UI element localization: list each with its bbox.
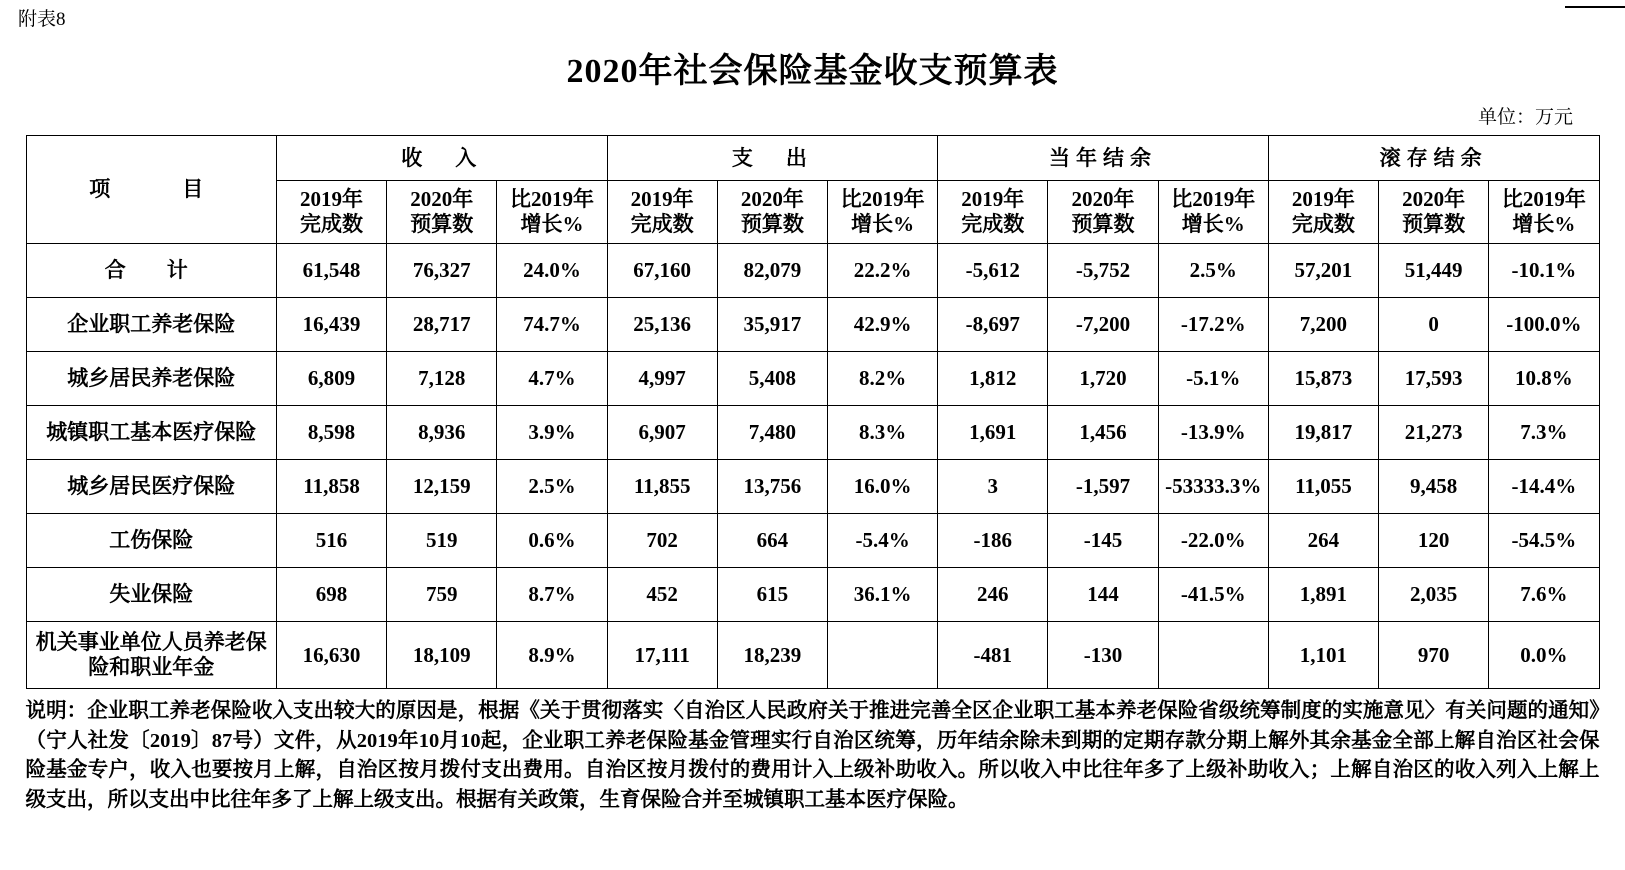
cell: 452 (607, 568, 717, 622)
cell: -5.1% (1158, 352, 1268, 406)
table-row (26, 352, 1599, 406)
subheader-10-line1: 2020年 (1402, 187, 1466, 212)
cell: 11,055 (1268, 460, 1378, 514)
cell: 28,717 (387, 298, 497, 352)
cell: 3.9% (497, 406, 607, 460)
group-header-expenditure: 支 出 (607, 136, 938, 181)
cell: 8.7% (497, 568, 607, 622)
group-header-current-balance: 当年结余 (938, 136, 1269, 181)
subheader-0-line1: 2019年 (300, 187, 364, 212)
cell: 0 (1379, 298, 1489, 352)
cell: -186 (938, 514, 1048, 568)
table-row (26, 622, 1599, 689)
subheader-6-line2: 完成数 (961, 212, 1025, 236)
cell: 7.3% (1489, 406, 1599, 460)
row-label: 城乡居民养老保险 (26, 352, 276, 406)
cell: 970 (1379, 622, 1489, 689)
cell: 4,997 (607, 352, 717, 406)
cell: 519 (387, 514, 497, 568)
subheader-8 (1158, 181, 1268, 244)
cell: 57,201 (1268, 244, 1378, 298)
cell: -13.9% (1158, 406, 1268, 460)
subheader-7-line2: 预算数 (1071, 212, 1135, 236)
cell: 35,917 (717, 298, 827, 352)
cell: 19,817 (1268, 406, 1378, 460)
subheader-5-line1: 比2019年 (840, 187, 925, 212)
table-row (26, 514, 1599, 568)
cell: 759 (387, 568, 497, 622)
cell: -1,597 (1048, 460, 1158, 514)
cell: 2.5% (497, 460, 607, 514)
cell: -5,612 (938, 244, 1048, 298)
subheader-5 (827, 181, 937, 244)
cell: 18,109 (387, 622, 497, 689)
cell: 615 (717, 568, 827, 622)
subheader-4 (717, 181, 827, 244)
cell: 17,111 (607, 622, 717, 689)
column-header-item: 项 目 (26, 136, 276, 244)
table-row (26, 244, 1599, 298)
cell: 4.7% (497, 352, 607, 406)
cell: -17.2% (1158, 298, 1268, 352)
cell: 12,159 (387, 460, 497, 514)
cell: 702 (607, 514, 717, 568)
table-row (26, 406, 1599, 460)
cell: 8.9% (497, 622, 607, 689)
cell: 7,200 (1268, 298, 1378, 352)
subheader-9-line2: 完成数 (1291, 212, 1355, 236)
cell: 16,439 (276, 298, 386, 352)
subheader-10-line2: 预算数 (1402, 212, 1466, 236)
cell: -145 (1048, 514, 1158, 568)
cell: 664 (717, 514, 827, 568)
subheader-9 (1268, 181, 1378, 244)
cell: -8,697 (938, 298, 1048, 352)
group-header-row (26, 136, 1599, 181)
cell: 11,855 (607, 460, 717, 514)
cell: 74.7% (497, 298, 607, 352)
cell: 3 (938, 460, 1048, 514)
subheader-2 (497, 181, 607, 244)
cell: 82,079 (717, 244, 827, 298)
row-label: 城镇职工基本医疗保险 (26, 406, 276, 460)
cell: 1,101 (1268, 622, 1378, 689)
cell: 1,691 (938, 406, 1048, 460)
cell: -22.0% (1158, 514, 1268, 568)
cell: 1,891 (1268, 568, 1378, 622)
cell: 698 (276, 568, 386, 622)
subheader-2-line2: 增长% (520, 212, 584, 236)
cell: 11,858 (276, 460, 386, 514)
subheader-4-line2: 预算数 (740, 212, 804, 236)
subheader-8-line1: 比2019年 (1171, 187, 1256, 212)
subheader-2-line1: 比2019年 (509, 187, 594, 212)
table-row (26, 460, 1599, 514)
cell (1158, 622, 1268, 689)
cell: -130 (1048, 622, 1158, 689)
subheader-1-line2: 预算数 (410, 212, 474, 236)
cell: 1,720 (1048, 352, 1158, 406)
cell: 25,136 (607, 298, 717, 352)
subheader-11-line1: 比2019年 (1501, 187, 1586, 212)
cell: 8.2% (827, 352, 937, 406)
attachment-label: 附表8 (18, 9, 66, 30)
cell: 1,456 (1048, 406, 1158, 460)
cell: 120 (1379, 514, 1489, 568)
cell: 15,873 (1268, 352, 1378, 406)
row-label: 合 计 (26, 244, 276, 298)
cell: 51,449 (1379, 244, 1489, 298)
subheader-9-line1: 2019年 (1291, 187, 1355, 212)
cell: -7,200 (1048, 298, 1158, 352)
row-label: 企业职工养老保险 (26, 298, 276, 352)
cell: 36.1% (827, 568, 937, 622)
cell: -5.4% (827, 514, 937, 568)
cell: 5,408 (717, 352, 827, 406)
cell: 264 (1268, 514, 1378, 568)
cell: -54.5% (1489, 514, 1599, 568)
cell: 246 (938, 568, 1048, 622)
cell: -14.4% (1489, 460, 1599, 514)
unit-label: 单位：万元 (1477, 107, 1573, 128)
row-label: 工伤保险 (26, 514, 276, 568)
cell: 0.0% (1489, 622, 1599, 689)
row-label: 失业保险 (26, 568, 276, 622)
cell: 10.8% (1489, 352, 1599, 406)
table-body (26, 244, 1599, 689)
subheader-8-line2: 增长% (1181, 212, 1245, 236)
subheader-3 (607, 181, 717, 244)
cell: 144 (1048, 568, 1158, 622)
cell: -10.1% (1489, 244, 1599, 298)
subheader-5-line2: 增长% (851, 212, 915, 236)
cell: 7.6% (1489, 568, 1599, 622)
subheader-0-line2: 完成数 (300, 212, 364, 236)
cell: -41.5% (1158, 568, 1268, 622)
subheader-3-line1: 2019年 (630, 187, 694, 212)
page-title: 2020年社会保险基金收支预算表 (566, 53, 1059, 90)
corner-rule (1565, 6, 1625, 8)
subheader-11-line2: 增长% (1512, 212, 1576, 236)
table-row (26, 298, 1599, 352)
cell: 76,327 (387, 244, 497, 298)
subheader-10 (1379, 181, 1489, 244)
subheader-7-line1: 2020年 (1071, 187, 1135, 212)
cell: -53333.3% (1158, 460, 1268, 514)
cell: 9,458 (1379, 460, 1489, 514)
cell (827, 622, 937, 689)
cell: 2,035 (1379, 568, 1489, 622)
cell: 516 (276, 514, 386, 568)
cell: 18,239 (717, 622, 827, 689)
row-label: 机关事业单位人员养老保险和职业年金 (26, 622, 276, 689)
group-header-cumulative-balance: 滚存结余 (1268, 136, 1599, 181)
cell: 21,273 (1379, 406, 1489, 460)
table-header (26, 136, 1599, 244)
cell: 16.0% (827, 460, 937, 514)
cell: 7,480 (717, 406, 827, 460)
subheader-6-line1: 2019年 (961, 187, 1025, 212)
subheader-1-line1: 2020年 (410, 187, 474, 212)
cell: 16,630 (276, 622, 386, 689)
subheader-0 (276, 181, 386, 244)
row-label: 城乡居民医疗保险 (26, 460, 276, 514)
cell: 42.9% (827, 298, 937, 352)
subheader-11 (1489, 181, 1599, 244)
cell: 7,128 (387, 352, 497, 406)
table-row (26, 568, 1599, 622)
cell: -5,752 (1048, 244, 1158, 298)
cell: 6,907 (607, 406, 717, 460)
subheader-7 (1048, 181, 1158, 244)
cell: 24.0% (497, 244, 607, 298)
footnote: 说明：企业职工养老保险收入支出较大的原因是，根据《关于贯彻落实〈自治区人民政府关于推进完善全区企业职工基本养老保险省级统筹制度的实施意见〉有关问题的通知》（宁人社发〔2019〕87号）文件，从2019年10月10起，企业职工养老保险基金管理实行自治区统筹，历年结余除未到期的定期存款分期上解外其余基金全部上解自治区社会保险基金专户，收入也要按月上解，自治区按月拨付支出费用。自治区按月拨付的费用计入上级补助收入。所以收入中比往年多了上级补助收入；上解自治区的收入列入上解上级支出，所以支出中比往年多了上解上级支出。根据有关政策，生育保险合并至城镇职工基本医疗保险。 (25, 700, 1600, 812)
cell: 22.2% (827, 244, 937, 298)
cell: 67,160 (607, 244, 717, 298)
cell: -100.0% (1489, 298, 1599, 352)
cell: 8,598 (276, 406, 386, 460)
cell: 17,593 (1379, 352, 1489, 406)
budget-table (26, 135, 1600, 689)
subheader-6 (938, 181, 1048, 244)
cell: 2.5% (1158, 244, 1268, 298)
subheader-4-line1: 2020年 (740, 187, 804, 212)
cell: 1,812 (938, 352, 1048, 406)
cell: 6,809 (276, 352, 386, 406)
cell: 8.3% (827, 406, 937, 460)
cell: 0.6% (497, 514, 607, 568)
group-header-income: 收 入 (276, 136, 607, 181)
cell: 13,756 (717, 460, 827, 514)
subheader-1 (387, 181, 497, 244)
cell: 8,936 (387, 406, 497, 460)
cell: -481 (938, 622, 1048, 689)
subheader-3-line2: 完成数 (630, 212, 694, 236)
cell: 61,548 (276, 244, 386, 298)
